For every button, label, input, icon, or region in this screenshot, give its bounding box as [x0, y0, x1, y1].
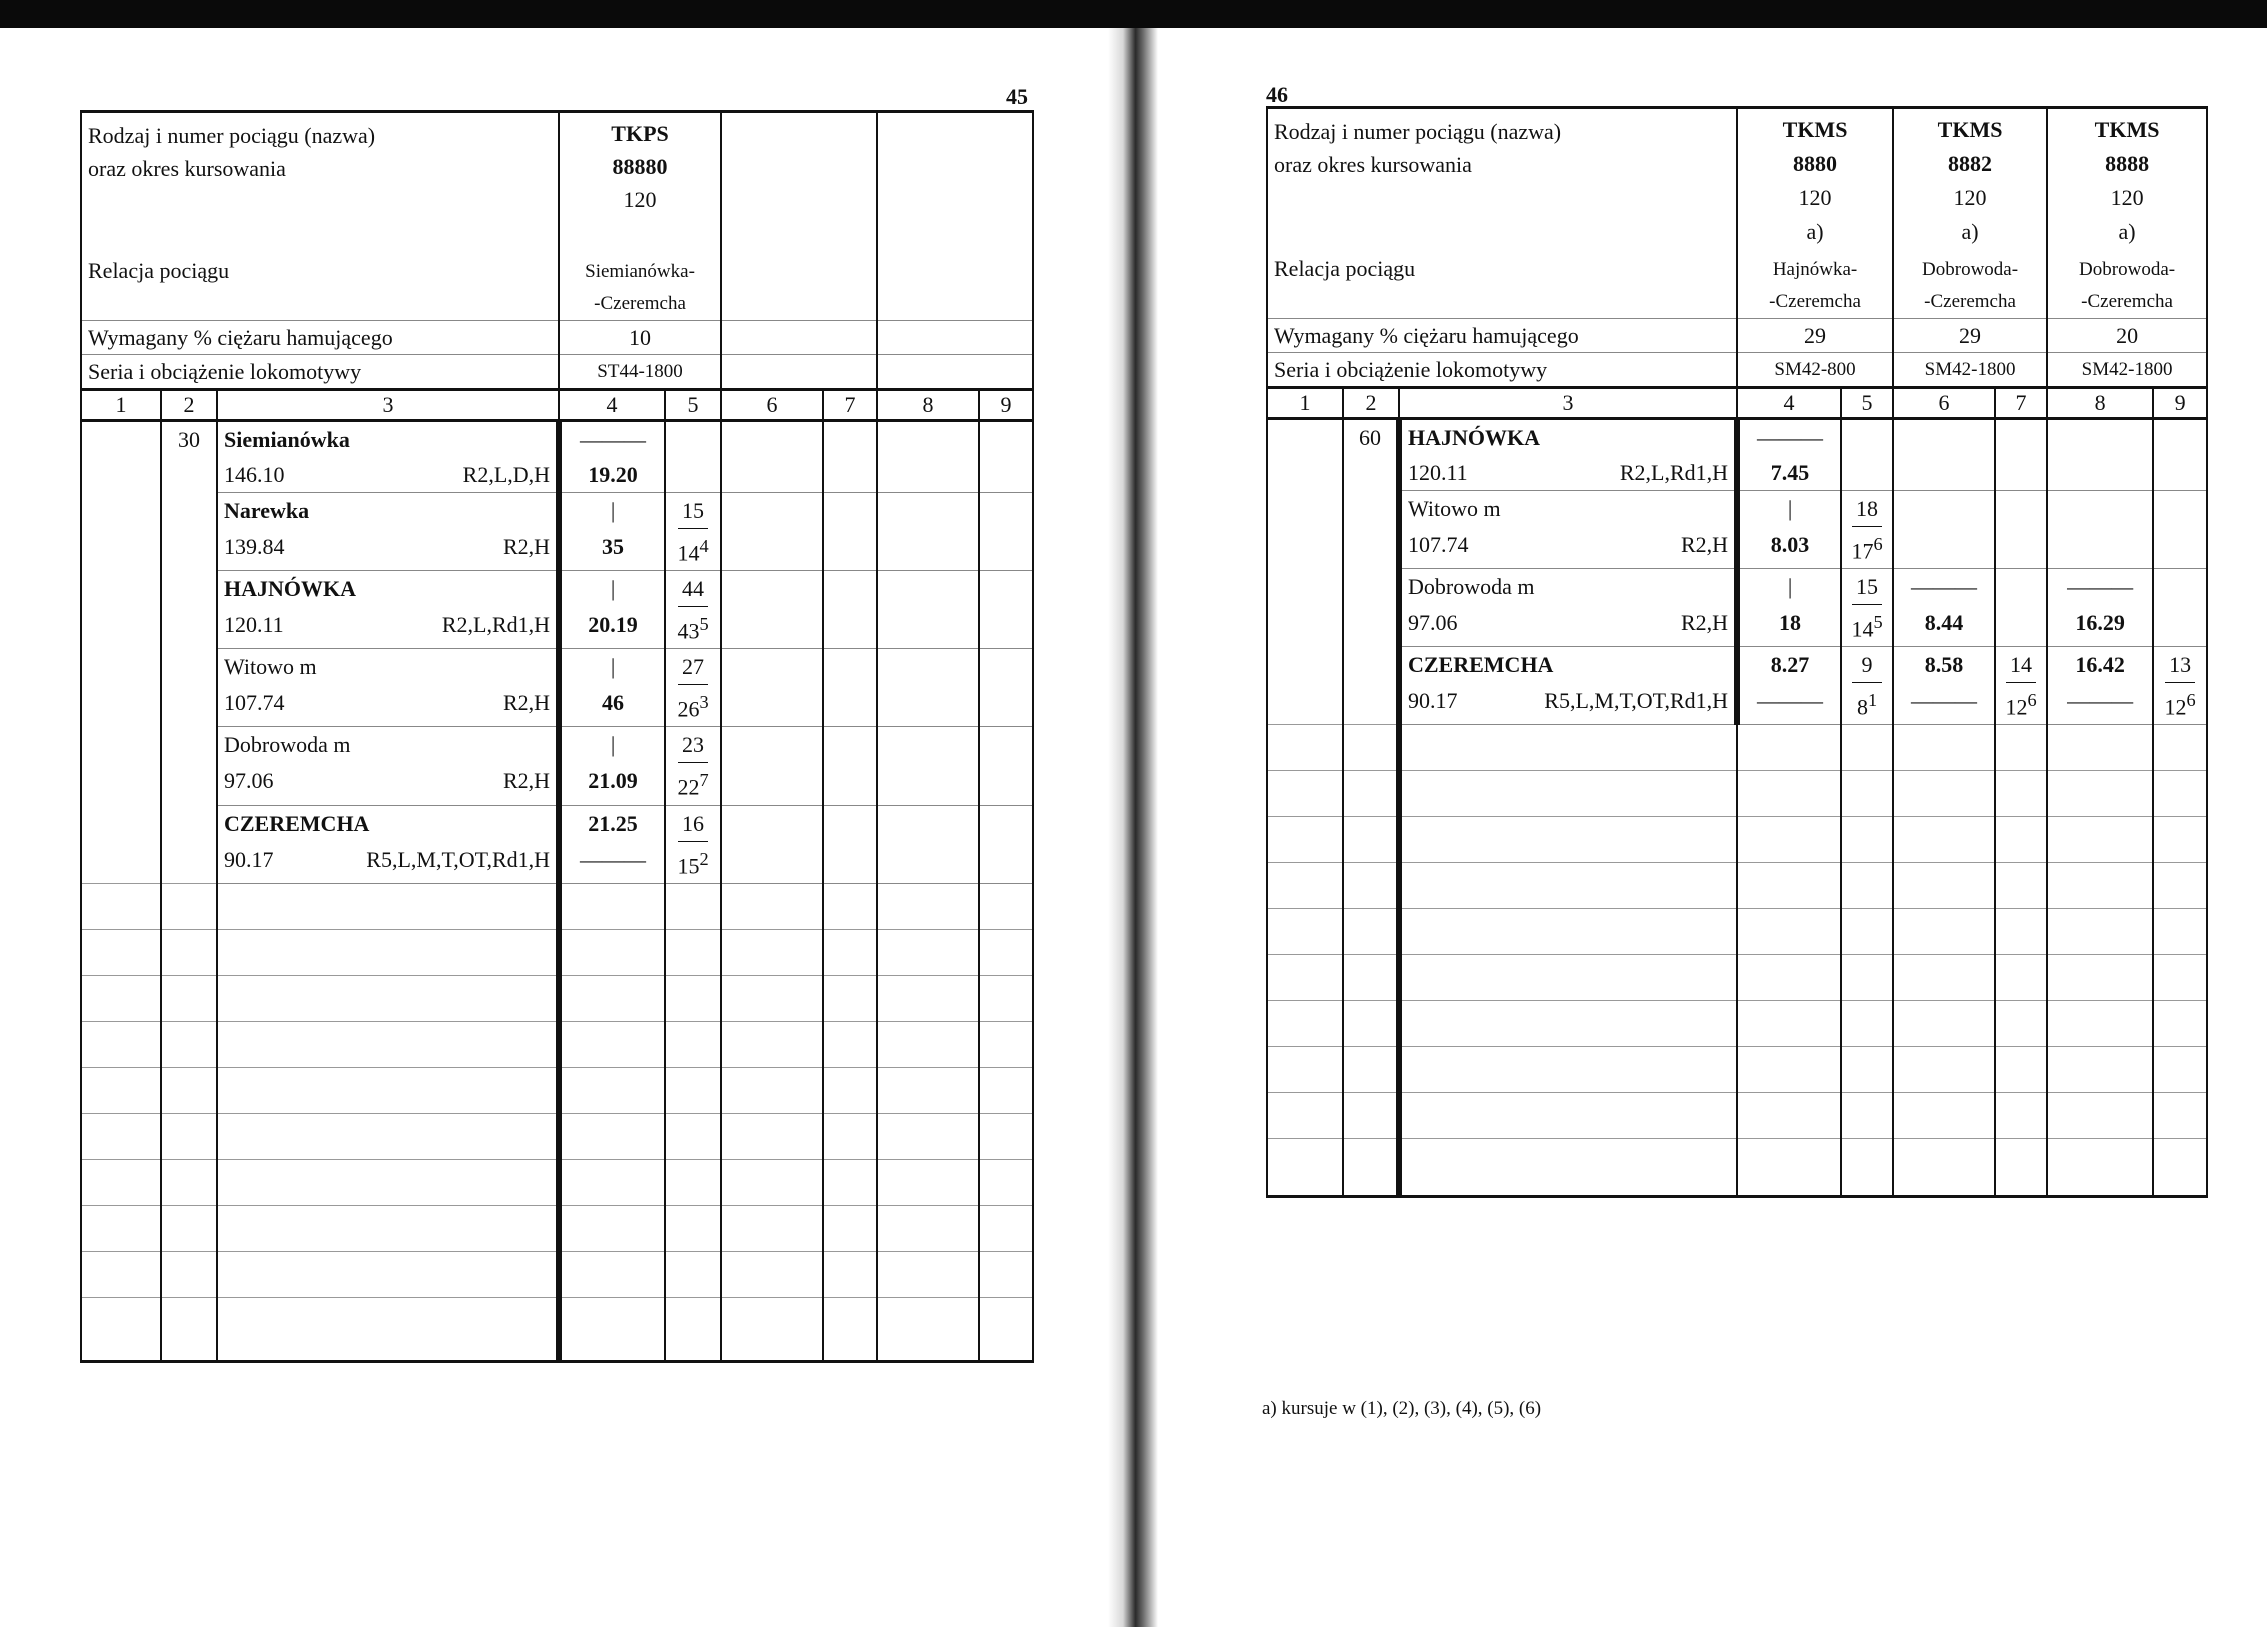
relation-label: Relacja pociągu: [1267, 250, 1737, 319]
train-relation: Dobrowoda- -Czeremcha: [2047, 250, 2207, 319]
station-name: HAJNÓWKA: [217, 570, 559, 607]
station-name: Dobrowoda m: [217, 727, 559, 764]
train-label: Rodzaj i numer pociągu (nazwa) oraz okres kursowania: [1267, 108, 1737, 250]
train-number: 88880: [612, 154, 668, 179]
train-brake: 29: [1893, 318, 2047, 352]
train-header: TKMS 8882 120 a): [1893, 108, 2047, 250]
train-brake: 20: [2047, 318, 2207, 352]
train-header: TKMS 8888 120 a): [2047, 108, 2207, 250]
train-loco: SM42-1800: [1893, 352, 2047, 387]
train-loco: ST44-1800: [559, 354, 721, 389]
station-name: Narewka: [217, 492, 559, 529]
departure-time: 7.45: [1737, 455, 1841, 491]
station-row: CZEREMCHA 8.27 9 8.58 14 16.42 13: [1267, 647, 2207, 684]
station-name: Dobrowoda m: [1399, 568, 1737, 605]
train-relation: Siemianówka- -Czeremcha: [559, 252, 721, 321]
station-name: CZEREMCHA: [1399, 647, 1737, 684]
book-spine: [1108, 28, 1158, 1627]
station-km: 146.10: [224, 461, 285, 487]
departure-time: 19.20: [559, 457, 665, 493]
page-number: 46: [1266, 82, 1288, 107]
station-row: Witowo m | 27: [81, 649, 1033, 686]
train-loco: SM42-800: [1737, 352, 1893, 387]
timetable-left: Rodzaj i numer pociągu (nazwa) oraz okres kursowania TKPS 88880 120 Relacja pociągu Siemianówka- -Czeremcha Wymagany % ciężaru hamującego 10 Seria i obciążenie lokomotywy ST44-1800 1 2 3 4 5 6 7 8 9 30 Siemianówka ——— 146.10 R2,L,D,H 19.20 Narewka | 15 139.84 R2,H 35 $14^4$ HAJNÓWKA | 44 120.11 R2,L,Rd1,H 20.19 $43^5$ Witowo m | 27 107.74 R2,H 46 $26^3$ Dobrowoda m | 23 97.06 R2,H 21.09 $22^7$ CZEREMCHA 21.25 16 90.17 R5,L,M,T,OT,Rd1,H ——— $15^2$: [80, 110, 1034, 1363]
loco-label: Seria i obciążenie lokomotywy: [81, 354, 559, 389]
run-time-top: 15: [678, 493, 708, 529]
station-name: Siemianówka: [217, 420, 559, 457]
train-relation: Dobrowoda- -Czeremcha: [1893, 250, 2047, 319]
timetable-right: Rodzaj i numer pociągu (nazwa) oraz okres kursowania TKMS 8880 120 a) TKMS 8882 120 a) TKMS 8888 120 a) Relacja pociągu Hajnówka- -Czeremcha Dobrowoda- -Czeremcha Dobrowoda- -Czeremcha Wymagany % ciężaru hamującego 29 29 20 Seria i obciążenie lokomotywy SM42-800 SM42-1800 SM42-1800 1 2 3 4 5 6 7 8 9 60 HAJNÓWKA ——— 120.11 R2,L,Rd1,H 7.45 Witowo m | 18 107.74 R2,H 8.03 $17^6$ Dobrowoda m | 15 ——— ——— 97.06 R2,H 18 $14^5$ 8.44 16.29 CZEREMCHA 8.27 9 8.58 14 16.42 13 90.17 R5,L,M,T,OT,Rd1,H ——— $8^1$ ——— $12^6$ ——— $12^6$: [1266, 106, 2208, 1198]
train-header-empty: [877, 112, 1033, 252]
train-relation: Hajnówka- -Czeremcha: [1737, 250, 1893, 319]
train-header: TKMS 8880 120 a): [1737, 108, 1893, 250]
col2-value: 30: [161, 420, 217, 884]
footnote: a) kursuje w (1), (2), (3), (4), (5), (6): [1262, 1398, 1542, 1419]
station-name: HAJNÓWKA: [1399, 418, 1737, 455]
train-header: [559, 112, 721, 252]
column-numbers: 1 2 3 4 5 6 7 8 9: [81, 389, 1033, 420]
scan-top-edge: [0, 0, 2267, 28]
station-row: Narewka | 15: [81, 492, 1033, 529]
station-codes: R2,L,D,H: [462, 461, 551, 487]
station-name: Witowo m: [1399, 490, 1737, 527]
train-brake: 10: [559, 320, 721, 354]
station-row: 60 HAJNÓWKA ———: [1267, 418, 2207, 455]
train-header-empty: [721, 112, 877, 252]
train-label: Rodzaj i numer pociągu (nazwa) oraz okres kursowania: [81, 112, 559, 252]
train-loco: SM42-1800: [2047, 352, 2207, 387]
station-row: HAJNÓWKA | 44: [81, 570, 1033, 607]
train-speed: 120: [623, 187, 657, 212]
relation-label: Relacja pociągu: [81, 252, 559, 321]
brake-label: Wymagany % ciężaru hamującego: [1267, 318, 1737, 352]
station-row: Dobrowoda m | 15 ——— ———: [1267, 568, 2207, 605]
station-row: CZEREMCHA 21.25 16: [81, 805, 1033, 842]
station-name: CZEREMCHA: [217, 805, 559, 842]
station-row: Dobrowoda m | 23: [81, 727, 1033, 764]
train-category: TKPS: [611, 121, 669, 146]
station-row: Witowo m | 18: [1267, 490, 2207, 527]
brake-label: Wymagany % ciężaru hamującego: [81, 320, 559, 354]
station-row: 30 Siemianówka ———: [81, 420, 1033, 457]
page-number: 45: [1006, 84, 1028, 109]
column-numbers: 1 2 3 4 5 6 7 8 9: [1267, 387, 2207, 418]
train-brake: 29: [1737, 318, 1893, 352]
station-name: Witowo m: [217, 649, 559, 686]
col2-value: 60: [1343, 418, 1399, 725]
loco-label: Seria i obciążenie lokomotywy: [1267, 352, 1737, 387]
